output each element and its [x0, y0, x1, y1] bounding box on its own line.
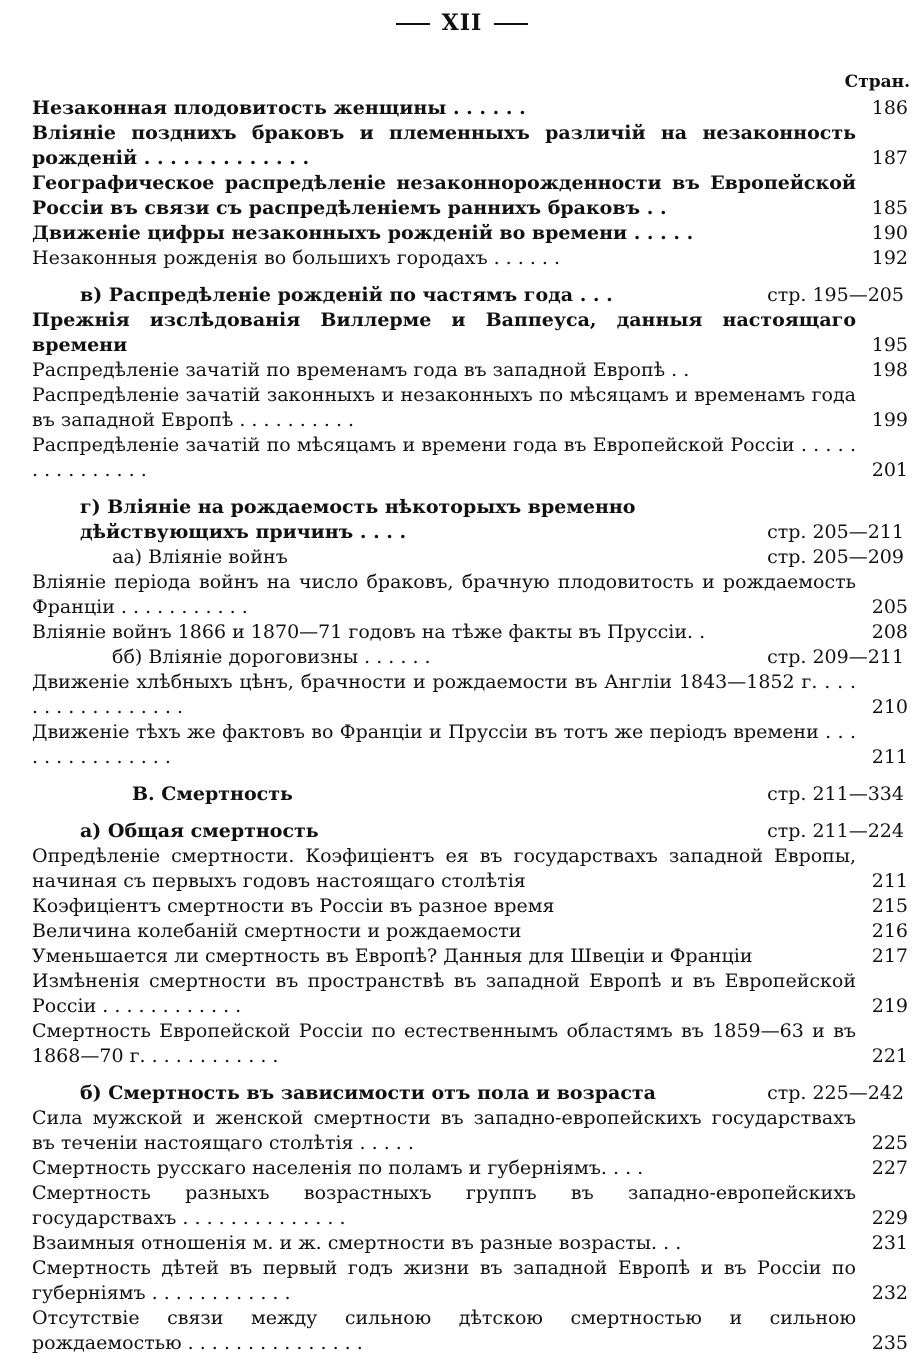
toc-entry [32, 720, 908, 770]
toc-entry [32, 121, 908, 171]
toc-entry-title: Смертность Европейской Россіи по естественнымъ областямъ въ 1859—63 и въ 1868—70 г. . . . . . . . . . . . [32, 1020, 856, 1067]
toc-entry-page: 229 [871, 1207, 908, 1229]
toc-entry-title: Распредѣленіе зачатій по мѣсяцамъ и времени года въ Европейской Россіи . . . . . . . . . . . . . . . [32, 434, 856, 481]
section-page-range: стр. 205—211 [767, 521, 904, 543]
toc-entry-title: Коэфиціентъ смертности въ Россіи въ разное время [32, 895, 555, 917]
section-title: в) Распредѣленіе рожденій по частямъ года . . . [80, 284, 613, 306]
toc-entry-page: 195 [871, 334, 908, 356]
toc-entry-page: 201 [871, 459, 908, 481]
toc-entry [32, 358, 908, 383]
section-title: а) Общая смертность [80, 820, 319, 842]
page-header [0, 10, 924, 36]
toc-entry [32, 1156, 908, 1181]
toc-entry [32, 570, 908, 620]
toc-entry [32, 221, 908, 246]
toc-entry-title: Смертность дѣтей въ первый годъ жизни въ западной Европѣ и въ Россіи по губерніямъ . . . . . . . . . . . . [32, 1257, 856, 1304]
toc-entry [32, 1256, 908, 1306]
toc-entry-title: Вліяніе войнъ 1866 и 1870—71 годовъ на тѣже факты въ Пруссіи. . [32, 621, 706, 643]
toc-entry [32, 620, 908, 645]
header-dash-left [396, 23, 430, 25]
toc-entry-title: Движеніе цифры незаконныхъ рожденій во времени . . . . . [32, 222, 694, 244]
toc-entry-page: 198 [871, 359, 908, 381]
toc-entry-page: 219 [871, 995, 908, 1017]
section-title: бб) Вліяніе дороговизны . . . . . . [112, 646, 431, 668]
toc-entry-title: Смертность русскаго населенія по поламъ и губерніямъ. . . . [32, 1157, 644, 1179]
toc-section-heading [32, 1081, 908, 1106]
toc-entry-page: 227 [871, 1157, 908, 1179]
toc-entry-page: 225 [871, 1132, 908, 1154]
toc-entry-page: 192 [871, 247, 908, 269]
toc-entry-title: Географическое распредѣленіе незаконнорожденности въ Европейской Россіи въ связи съ распредѣленіемъ раннихъ браковъ . . [32, 172, 856, 219]
toc-entry-title: Вліяніе позднихъ браковъ и племенныхъ различій на незаконность рожденій . . . . . . . . . . . . . [32, 122, 856, 169]
toc-entry [32, 1019, 908, 1069]
toc-entry-page: 211 [871, 746, 908, 768]
toc-entry [32, 96, 908, 121]
section-title: г) Вліяніе на рождаемость нѣкоторыхъ временно дѣйствующихъ причинъ . . . . [80, 496, 636, 543]
toc-entry [32, 944, 908, 969]
toc-entry-page: 232 [871, 1282, 908, 1304]
toc-entry-title: Смертность разныхъ возрастныхъ группъ въ западно-европейскихъ государствахъ . . . . . . . . . . . . . . [32, 1182, 856, 1229]
section-title: б) Смертность въ зависимости отъ пола и возраста [80, 1082, 656, 1104]
toc-entry [32, 383, 908, 433]
toc-entry-page: 215 [871, 895, 908, 917]
toc-entry-page: 185 [871, 197, 908, 219]
toc-entry-title: Опредѣленіе смертности. Коэфиціентъ ея въ государствахъ западной Европы, начиная съ первыхъ годовъ настоящаго столѣтія [32, 845, 856, 892]
toc-entry-title: Распредѣленіе зачатій законныхъ и незаконныхъ по мѣсяцамъ и временамъ года въ западной Европѣ . . . . . . . . . . [32, 384, 856, 431]
toc-entry-page: 187 [871, 147, 908, 169]
page-column-header: Стран. [844, 72, 910, 92]
toc-section-heading [32, 645, 908, 670]
toc-entry [32, 171, 908, 221]
toc-entry [32, 1106, 908, 1156]
toc-entry-title: Прежнія изслѣдованія Виллерме и Ваппеуса, данныя настоящаго времени [32, 309, 856, 356]
toc-entry-page: 231 [871, 1232, 908, 1254]
section-page-range: стр. 225—242 [767, 1082, 904, 1104]
toc-entry-page: 210 [871, 696, 908, 718]
toc-section-heading [32, 819, 908, 844]
toc-entry [32, 433, 908, 483]
toc-entry [32, 844, 908, 894]
toc-section-heading [32, 782, 908, 807]
header-dash-right [494, 23, 528, 25]
toc-entry-page: 208 [871, 621, 908, 643]
toc-entry-title: Взаимныя отношенія м. и ж. смертности въ разные возрасты. . . [32, 1232, 682, 1254]
toc-entry-title: Движеніе хлѣбныхъ цѣнъ, брачности и рождаемости въ Англіи 1843—1852 г. . . . . . . . . . . . . . . . . [32, 671, 856, 718]
section-page-range: стр. 211—334 [767, 783, 904, 805]
toc-section-heading [32, 495, 908, 545]
toc-entry-title: Движеніе тѣхъ же фактовъ во Франціи и Пруссіи въ тотъ же періодъ времени . . . . . . . . . . . . . . . [32, 721, 856, 768]
toc-entry-page: 235 [871, 1332, 908, 1354]
toc-entry [32, 308, 908, 358]
table-of-contents [32, 96, 908, 1356]
toc-entry [32, 246, 908, 271]
toc-entry [32, 1231, 908, 1256]
toc-entry-title: Незаконная плодовитость женщины . . . . . . [32, 97, 526, 119]
section-title: аа) Вліяніе войнъ [112, 546, 288, 568]
toc-entry-title: Уменьшается ли смертность въ Европѣ? Данныя для Швеціи и Франціи [32, 945, 753, 967]
toc-entry-title: Отсутствіе связи между сильною дѣтскою смертностью и сильною рождаемостью . . . . . . . . . . . . . . . [32, 1307, 856, 1354]
toc-entry-title: Вліяніе періода войнъ на число браковъ, брачную плодовитость и рождаемость Франціи . . . . . . . . . . . [32, 571, 856, 618]
toc-entry-page: 211 [871, 870, 908, 892]
toc-entry [32, 1306, 908, 1356]
section-page-range: стр. 209—211 [767, 646, 904, 668]
section-title: В. Смертность [132, 783, 293, 805]
page-number: XII [441, 10, 483, 36]
toc-entry [32, 1181, 908, 1231]
toc-entry-page: 217 [871, 945, 908, 967]
toc-entry-title: Сила мужской и женской смертности въ западно-европейскихъ государствахъ въ теченіи настоящаго столѣтія . . . . . [32, 1107, 856, 1154]
toc-entry-page: 190 [871, 222, 908, 244]
section-page-range: стр. 211—224 [767, 820, 904, 842]
toc-entry-title: Величина колебаній смертности и рождаемости [32, 920, 522, 942]
toc-entry [32, 919, 908, 944]
toc-entry-title: Незаконныя рожденія во большихъ городахъ . . . . . . [32, 247, 561, 269]
toc-entry-page: 199 [871, 409, 908, 431]
toc-entry-page: 221 [871, 1045, 908, 1067]
toc-entry-page: 205 [871, 596, 908, 618]
section-page-range: стр. 195—205 [767, 284, 904, 306]
toc-entry [32, 894, 908, 919]
toc-entry [32, 969, 908, 1019]
toc-entry-page: 186 [871, 97, 908, 119]
toc-entry-page: 216 [871, 920, 908, 942]
section-page-range: стр. 205—209 [767, 546, 904, 568]
toc-section-heading [32, 545, 908, 570]
toc-entry [32, 670, 908, 720]
toc-section-heading [32, 283, 908, 308]
toc-entry-title: Распредѣленіе зачатій по временамъ года въ западной Европѣ . . [32, 359, 690, 381]
toc-entry-title: Измѣненія смертности въ пространствѣ въ западной Европѣ и въ Европейской Россіи . . . . . . . . . . . . [32, 970, 856, 1017]
